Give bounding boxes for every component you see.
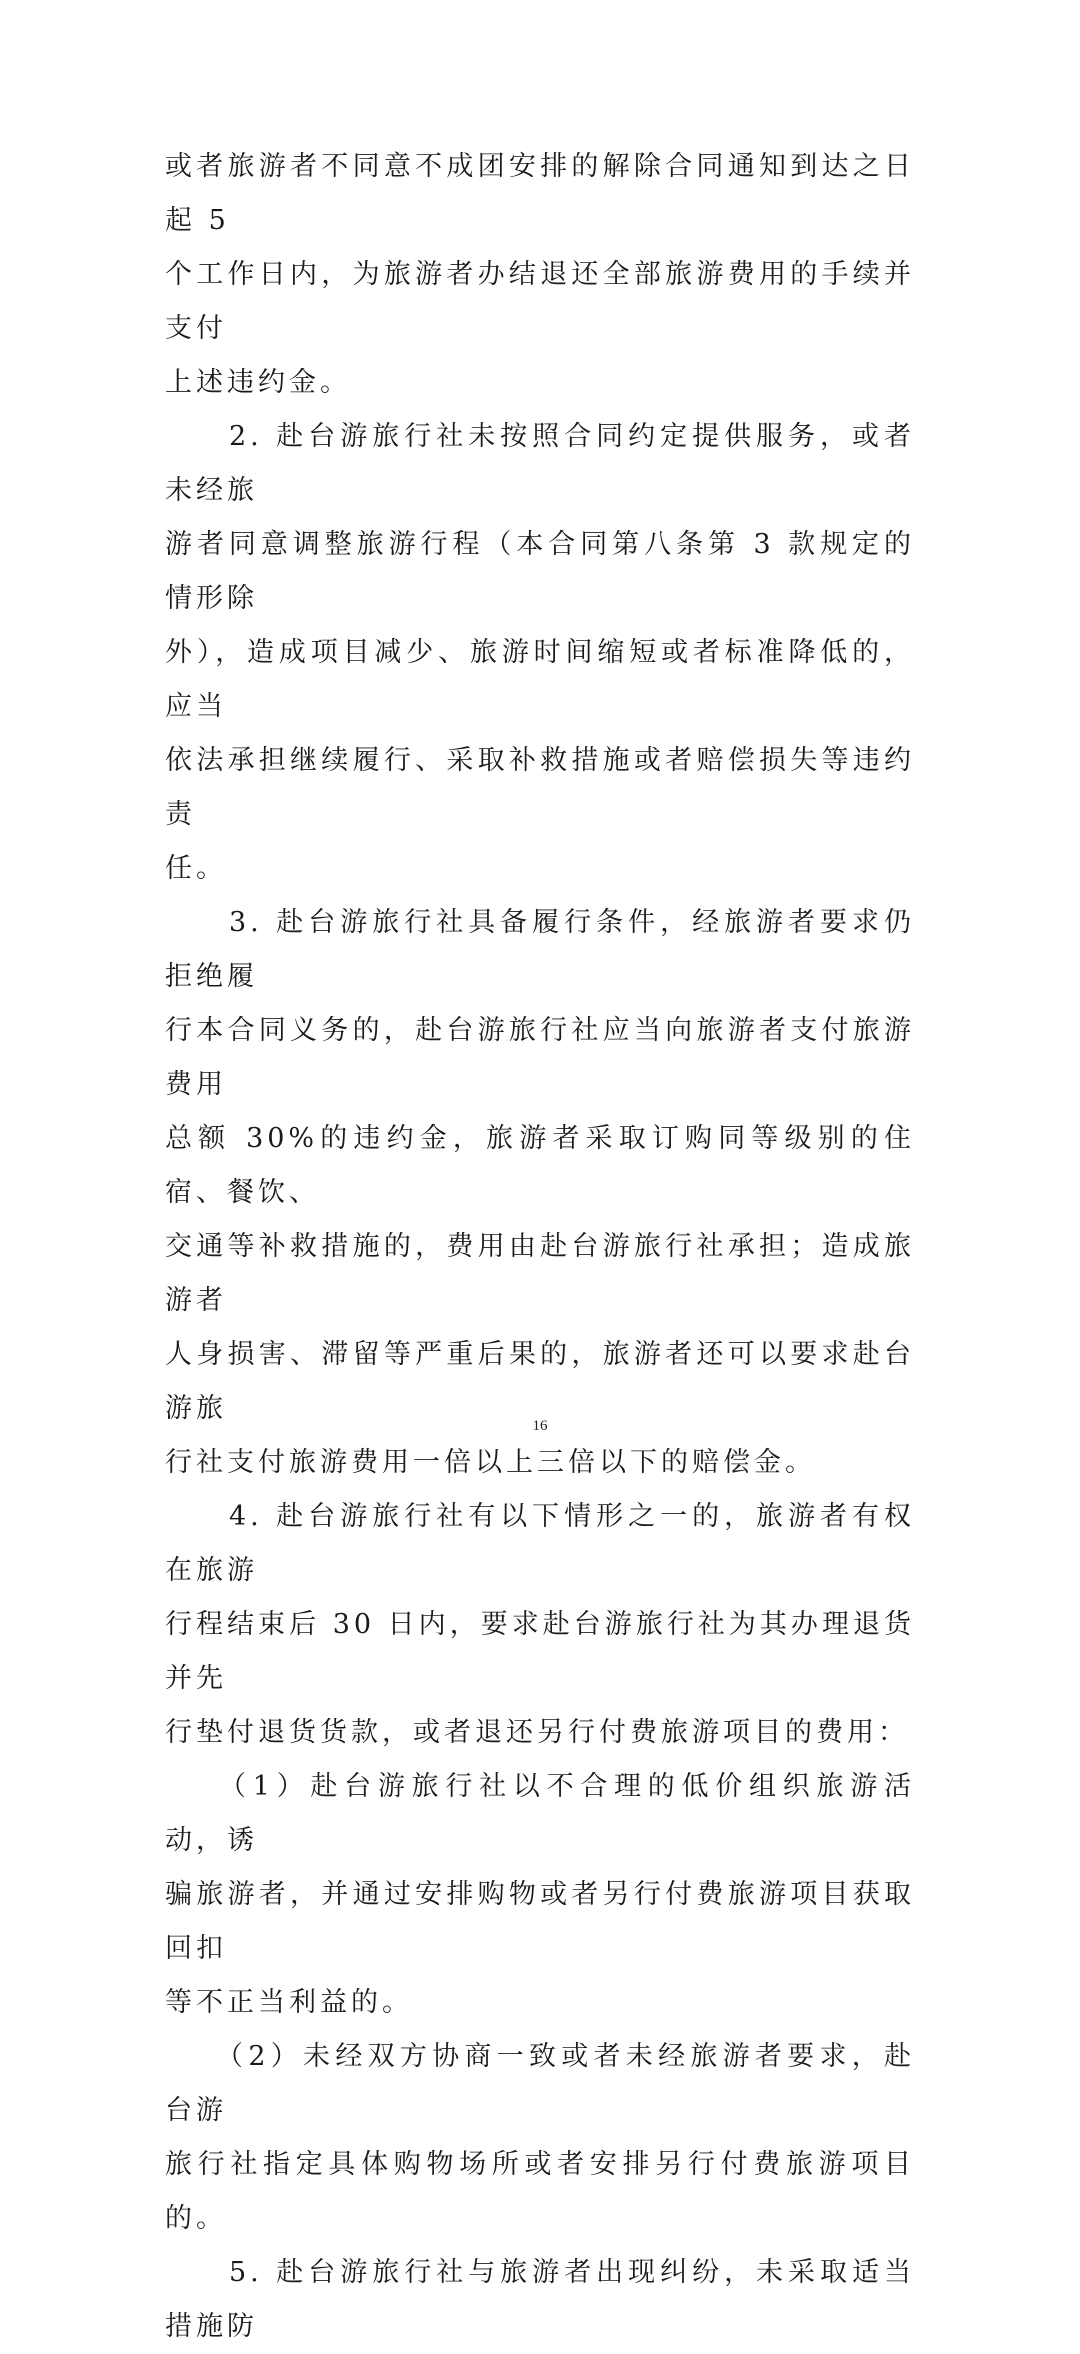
text-line: 行垫付退货货款，或者退还另行付费旅游项目的费用：	[165, 1717, 909, 1748]
text-line: 任。	[165, 853, 227, 884]
body-text	[165, 140, 915, 2354]
text-line: 人身损害、滞留等严重后果的，旅游者还可以要求赴台游旅	[165, 1339, 915, 1424]
text-line: 行社支付旅游费用一倍以上三倍以下的赔偿金。	[165, 1447, 816, 1478]
text-line: 4. 赴台游旅行社有以下情形之一的，旅游者有权在旅游	[165, 1501, 915, 1586]
text-line: 外），造成项目减少、旅游时间缩短或者标准降低的，应当	[165, 637, 915, 722]
text-line: 5. 赴台游旅行社与旅游者出现纠纷，未采取适当措施防	[165, 2257, 915, 2342]
text-line: 依法承担继续履行、采取补救措施或者赔偿损失等违约责	[165, 745, 915, 830]
text-line: 骗旅游者，并通过安排购物或者另行付费旅游项目获取回扣	[165, 1879, 915, 1964]
text-line: 行本合同义务的，赴台游旅行社应当向旅游者支付旅游费用	[165, 1015, 915, 1100]
text-line: （1）赴台游旅行社以不合理的低价组织旅游活动，诱	[165, 1771, 915, 1856]
text-line: 等不正当利益的。	[165, 1987, 413, 2018]
text-line: 行程结束后 30 日内，要求赴台游旅行社为其办理退货并先	[165, 1609, 915, 1694]
page-number: 16	[532, 1418, 548, 1434]
text-line: 3. 赴台游旅行社具备履行条件，经旅游者要求仍拒绝履	[165, 907, 915, 992]
text-line: 2. 赴台游旅行社未按照合同约定提供服务，或者未经旅	[165, 421, 915, 506]
text-line: 个工作日内，为旅游者办结退还全部旅游费用的手续并支付	[165, 259, 915, 344]
text-line: （2）未经双方协商一致或者未经旅游者要求，赴台游	[165, 2041, 915, 2126]
text-line: 旅行社指定具体购物场所或者安排另行付费旅游项目的。	[165, 2149, 915, 2234]
text-line: 交通等补救措施的，费用由赴台游旅行社承担；造成旅游者	[165, 1231, 915, 1316]
text-line: 上述违约金。	[165, 367, 351, 398]
text-line: 游者同意调整旅游行程（本合同第八条第 3 款规定的情形除	[165, 529, 915, 614]
text-line: 或者旅游者不同意不成团安排的解除合同通知到达之日起 5	[165, 151, 915, 236]
text-line: 总额 30%的违约金，旅游者采取订购同等级别的住宿、餐饮、	[165, 1123, 915, 1208]
